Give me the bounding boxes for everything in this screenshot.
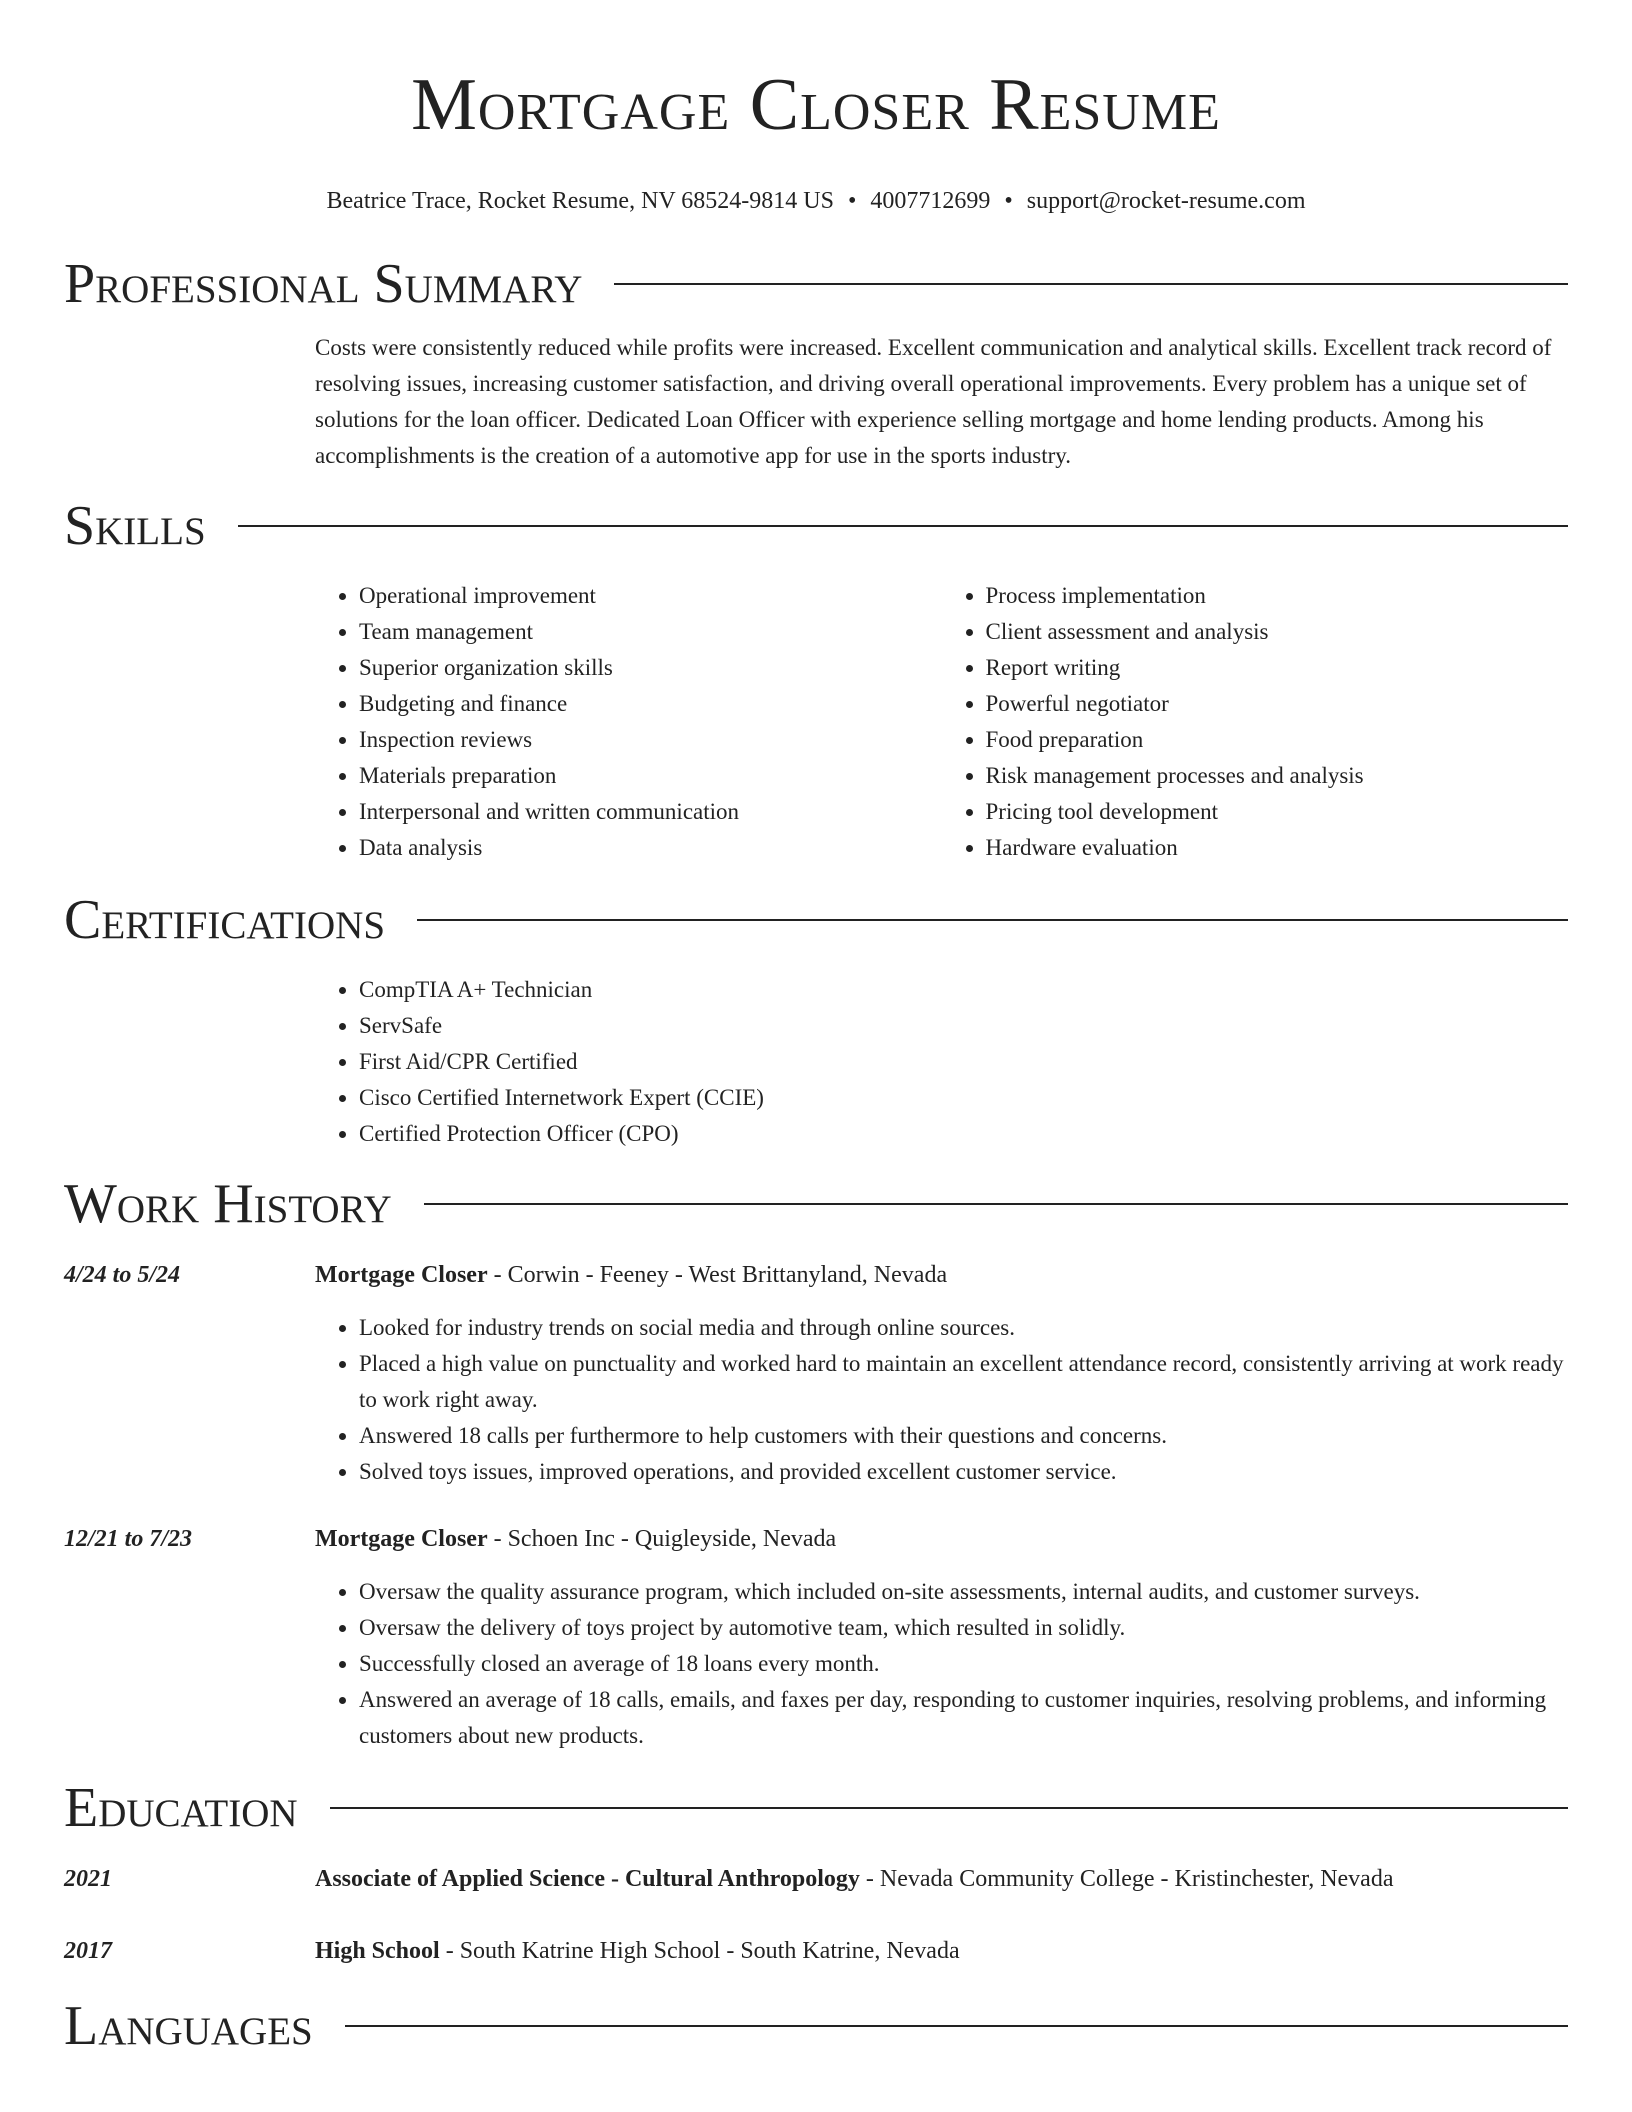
section-divider: [417, 919, 1568, 921]
education-heading: [64, 1776, 1568, 1840]
job-entry: [64, 1522, 1568, 1754]
work-history-heading-text: Work History: [64, 1173, 392, 1235]
job-heading: [315, 1258, 947, 1292]
education-heading-text: Education: [64, 1777, 298, 1839]
skill-item: • Team management: [359, 614, 942, 650]
job-dates: 12/21 to 7/23: [64, 1526, 193, 1552]
certifications-heading-text: Certifications: [64, 889, 386, 951]
skills-heading: [64, 494, 1568, 558]
job-bullet: • Oversaw the delivery of toys project by automotive team, which resulted in solidly.: [359, 1610, 1568, 1646]
skill-item: • Interpersonal and written communication: [359, 794, 942, 830]
job-title: Mortgage Closer: [315, 1262, 488, 1288]
skill-item: • Food preparation: [986, 722, 1569, 758]
certification-item: • CompTIA A+ Technician: [359, 972, 1568, 1008]
education-heading-line: [315, 1934, 960, 1968]
contact-separator: •: [1004, 188, 1013, 214]
skill-item: • Operational improvement: [359, 578, 942, 614]
section-divider: [238, 525, 1568, 527]
job-header: [64, 1522, 1568, 1556]
resume-page: [64, 0, 1568, 2058]
job-header: [64, 1258, 1568, 1292]
contact-address: Beatrice Trace, Rocket Resume, NV 68524-9814 US: [326, 188, 834, 214]
education-entry: [64, 1934, 1568, 1968]
skill-item: • Pricing tool development: [986, 794, 1569, 830]
skills-heading-text: Skills: [64, 495, 206, 557]
skills-right-column: [942, 578, 1569, 866]
certifications-items: [315, 972, 1568, 1152]
job-bullet: • Placed a high value on punctuality and worked hard to maintain an excellent attendance record, consistently arriving at work ready to work right away.: [359, 1346, 1568, 1418]
job-dates: 4/24 to 5/24: [64, 1262, 181, 1288]
job-entry: [64, 1258, 1568, 1490]
certification-item: • Cisco Certified Internetwork Expert (CCIE): [359, 1080, 1568, 1116]
skills-left-column: [315, 578, 942, 866]
resume-title: Mortgage Closer Resume: [411, 64, 1221, 146]
certifications-list: [315, 972, 1568, 1152]
job-heading: [315, 1522, 836, 1556]
job-bullet: • Answered an average of 18 calls, emails, and faxes per day, responding to customer inquiries, resolving problems, and informing customers about new products.: [359, 1682, 1568, 1754]
education-entry: [64, 1862, 1568, 1896]
skill-item: • Data analysis: [359, 830, 942, 866]
job-bullet: • Answered 18 calls per furthermore to help customers with their questions and concerns.: [359, 1418, 1568, 1454]
job-bullets-list: [315, 1310, 1568, 1490]
skill-item: • Hardware evaluation: [986, 830, 1569, 866]
skills-list: [315, 578, 1568, 866]
work-history-heading: [64, 1172, 1568, 1236]
education-heading-line: [315, 1862, 1393, 1896]
skill-item: • Client assessment and analysis: [986, 614, 1569, 650]
job-details: - Corwin - Feeney - West Brittanyland, Nevada: [487, 1262, 948, 1288]
job-title: Mortgage Closer: [315, 1526, 488, 1552]
skill-item: • Report writing: [986, 650, 1569, 686]
skill-item: • Budgeting and finance: [359, 686, 942, 722]
contact-phone: 4007712699: [870, 188, 991, 214]
education-details: - South Katrine High School - South Katrine, Nevada: [439, 1938, 960, 1964]
languages-heading-text: Languages: [64, 1995, 313, 2057]
section-divider: [614, 283, 1568, 285]
section-divider: [345, 2025, 1568, 2027]
education-details: - Nevada Community College - Kristinchester, Nevada: [859, 1866, 1394, 1892]
certification-item: • ServSafe: [359, 1008, 1568, 1044]
certifications-heading: [64, 888, 1568, 952]
job-bullets-list: [315, 1574, 1568, 1754]
job-bullet: • Looked for industry trends on social media and through online sources.: [359, 1310, 1568, 1346]
job-details: - Schoen Inc - Quigleyside, Nevada: [487, 1526, 837, 1552]
section-divider: [330, 1807, 1568, 1809]
job-bullet: • Oversaw the quality assurance program, which included on-site assessments, internal audits, and customer surveys.: [359, 1574, 1568, 1610]
skill-item: • Materials preparation: [359, 758, 942, 794]
certification-item: • First Aid/CPR Certified: [359, 1044, 1568, 1080]
skill-item: • Superior organization skills: [359, 650, 942, 686]
contact-email[interactable]: support@rocket-resume.com: [1026, 188, 1306, 214]
contact-separator: •: [847, 188, 857, 214]
skill-item: • Inspection reviews: [359, 722, 942, 758]
summary-text: Costs were consistently reduced while profits were increased. Excellent communication and analytical skills. Excellent track record of resolving issues, increasing customer satisfaction, and driving overall operational improvements. Every problem has a unique set of solutions for the loan officer. Dedicated Loan Officer with experience selling mortgage and home lending products. Among his accomplishments is the creation of a automotive app for use in the sports industry.: [315, 335, 1552, 468]
certification-item: • Certified Protection Officer (CPO): [359, 1116, 1568, 1152]
job-bullets: [315, 1574, 1568, 1754]
summary-heading: [64, 252, 1568, 316]
skill-item: • Powerful negotiator: [986, 686, 1569, 722]
job-bullet: • Solved toys issues, improved operations, and provided excellent customer service.: [359, 1454, 1568, 1490]
contact-line: [64, 186, 1568, 216]
education-degree: High School: [315, 1938, 440, 1964]
languages-heading: [64, 1994, 1568, 2058]
job-bullet: • Successfully closed an average of 18 loans every month.: [359, 1646, 1568, 1682]
summary-heading-text: Professional Summary: [64, 253, 583, 315]
section-divider: [424, 1203, 1568, 1205]
skill-item: • Risk management processes and analysis: [986, 758, 1569, 794]
skill-item: • Process implementation: [986, 578, 1569, 614]
education-degree: Associate of Applied Science - Cultural Anthropology: [315, 1866, 860, 1892]
education-year: 2017: [64, 1938, 112, 1964]
education-year: 2021: [64, 1866, 112, 1892]
job-bullets: [315, 1310, 1568, 1490]
